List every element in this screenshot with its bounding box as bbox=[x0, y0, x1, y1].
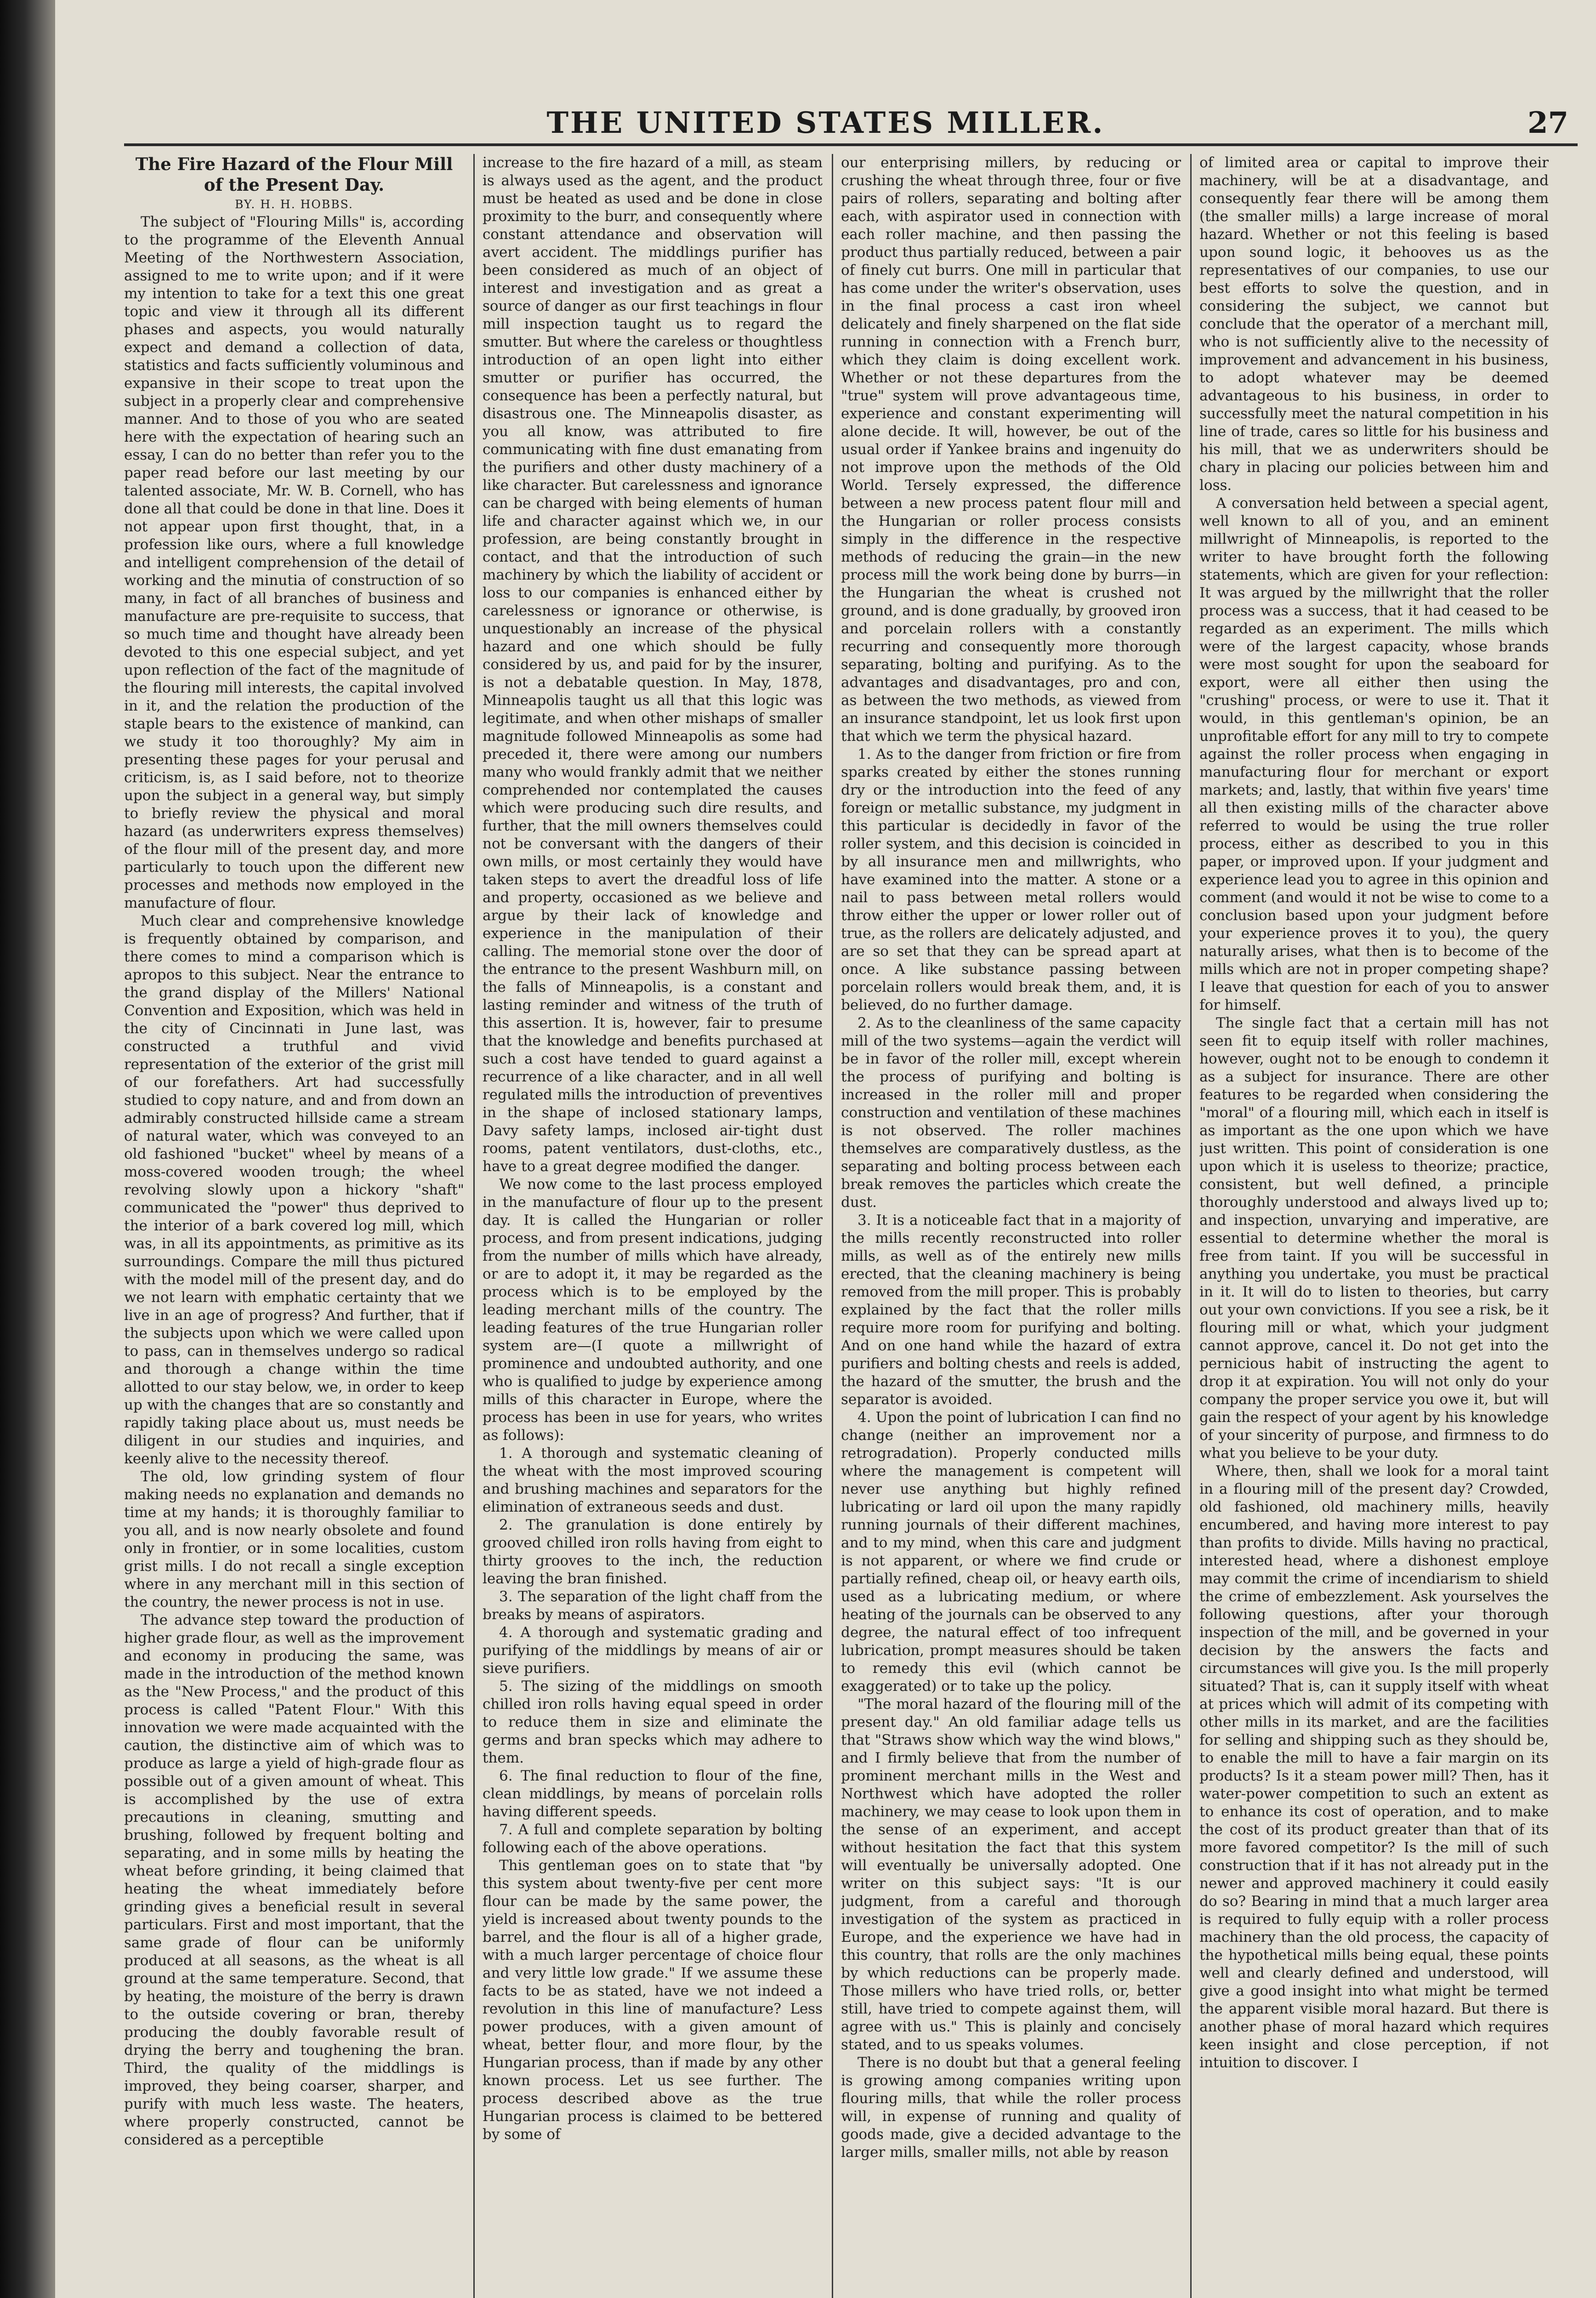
paragraph: our enterprising millers, by reducing or crushing the wheat through three, four or five pairs of rollers, separating and bolting after each, with aspirator used in connection with each roller machine, and then passing the product thus partially reduced, between a pair of finely cut burrs. One mill in particular that has come under the writer's observation, uses in the final process a cast iron wheel delicately and finely sharpened on the flat side running in connection with a French burr, which they claim is doing excellent work. Whether or not these departures from the "true" system will prove advantageous time, experience and constant experimenting will alone decide. It will, however, be out of the usual order if Yankee brains and ingenuity do not improve upon the methods of the Old World. Tersely expressed, the difference between a new process patent flour mill and the Hungarian or roller process consists simply in the difference in the respective methods of reducing the grain—in the new process mill the work being done by burrs—in the Hungarian the wheat is crushed not ground, and is done gradually, by grooved iron and porcelain rollers with a constantly recurring and consequently more thorough separating, bolting and purifying. As to the advantages and disadvantages, pro and con, as between the two methods, as viewed from an insurance standpoint, let us look first upon that which we term the physical hazard. bbox=[841, 154, 1181, 745]
article-title: The Fire Hazard of the Flour Mill of the Present Day. bbox=[135, 154, 453, 195]
paragraph: There is no doubt but that a general feeling is growing among companies writing upon flouring mills, that while the roller process will, in expense of running and quality of goods made, give a decided advantage to the larger mills, smaller mills, not able by reason bbox=[841, 2054, 1181, 2161]
column-divider bbox=[1190, 154, 1192, 2298]
paragraph: The old, low grinding system of flour making needs no explanation and demands no time at my hands; it is thoroughly familiar to you all, and is now nearly obsolete and found only in frontier, or in some localities, custom grist mills. I do not recall a single exception where in any merchant mill in this section of the country, the newer process is not in use. bbox=[124, 1468, 464, 1610]
list-item: 4. A thorough and systematic grading and purifying of the middlings by means of air or sieve purifiers. bbox=[483, 1624, 823, 1677]
list-item: 1. As to the danger from friction or fire from sparks created by either the stones running dry or the introduction into the feed of any foreign or metallic substance, my judgment in this particular is decidedly in favor of the roller system, and this decision is coincided in by all insurance men and millwrights, who have examined into the matter. A stone or a nail to pass between metal rollers would throw either the upper or lower roller out of true, as the rollers are delicately adjusted, and are so set that they can be spread apart at once. A like substance passing between porcelain rollers would break them, and, it is believed, do no further damage. bbox=[841, 746, 1181, 1013]
paragraph: Where, then, shall we look for a moral taint in a flouring mill of the present day? Crowded, old fashioned, old machinery mills, heavily encumbered, and having more interest to pay than profits to divide. Mills having no practical, interested head, where a dishonest employe may commit the crime of incendiarism to shield the crime of embezzlement. Ask yourselves the following questions, after your thorough inspection of the mill, and be governed in your decision by the answers the facts and circumstances will give you. Is the mill properly situated? That is, can it supply itself with wheat at prices which will admit of its competing with other mills in its market, and are the facilities for selling and shipping such as they should be, to enable the mill to have a fair margin on its products? Is it a steam power mill? Then, has it water-power competition to such an extent as to enhance its cost of operation, and to make the cost of its product greater than that of its more favored competitor? Is the mill of such construction that if it has not already put in the newer and approved machinery it could easily do so? Bearing in mind that a much larger area is required to fully equip with a roller process machinery than the old process, the capacity of the hypothetical mills being equal, these points well and clearly defined and understood, will give a good insight into what might be termed the apparent visible moral hazard. But there is another phase of moral hazard which requires keen insight and close perception, if not intuition to discover. I bbox=[1199, 1463, 1549, 2071]
paragraph: We now come to the last process employed in the manufacture of flour up to the present day. It is called the Hungarian or roller process, and from present indications, judging from the number of mills which have already, or are to adopt it, it may be regarded as the process which is to be employed by the leading merchant mills of the country. The leading features of the true Hungarian roller system are—(I quote a millwright of prominence and undoubted authority, and one who is qualified to judge by experience among mills of this character in Europe, where the process has been in use for years, who writes as follows): bbox=[483, 1176, 823, 1444]
column-divider bbox=[832, 154, 833, 2298]
list-item: 3. It is a noticeable fact that in a majority of the mills recently reconstructed into roller mills, as well as of the entirely new mills erected, that the cleaning machinery is being removed from the mill proper. This is probably explained by the fact that the roller mills require more room for purifying and bolting. And on one hand while the hazard of extra purifiers and bolting chests and reels is added, the hazard of the smutter, the brush and the separator is avoided. bbox=[841, 1212, 1181, 1408]
paragraph: "The moral hazard of the flouring mill of the present day." An old familiar adage tells us that "Straws show which way the wind blows," and I firmly believe that from the number of prominent merchant mills in the West and Northwest which have adopted the roller machinery, we may cease to look upon them in the sense of an experiment, and accept without hesitation the fact that this system will eventually be universally adopted. One writer on this subject says: "It is our judgment, from a careful and thorough investigation of the system as practiced in Europe, and the experience we have had in this country, that rolls are the only machines by which reductions can be properly made. Those millers who have tried rolls, or, better still, have tried to compete against them, will agree with us." This is plainly and concisely stated, and to us speaks volumes. bbox=[841, 1696, 1181, 2053]
list-item: 5. The sizing of the middlings on smooth chilled iron rolls having equal speed in order to reduce them in size and eliminate the germs and bran specks which may adhere to them. bbox=[483, 1678, 823, 1766]
paragraph: A conversation held between a special agent, well known to all of you, and an eminent millwright of Minneapolis, is reported to the writer to have brought forth the following statements, which are given for your reflection: It was argued by the millwright that the roller process was a success, that it had ceased to be regarded as an experiment. The mills which were of the largest capacity, whose brands were most sought for upon the seaboard for export, were all either then using the "crushing" process, or were to use it. That it would, in this gentleman's opinion, be an unprofitable effort for any mill to try to compete against the roller process when engaging in manufacturing flour for merchant or export markets; and, lastly, that within five years' time all then existing mills of the character above referred to would be using the true roller process, either as described to you in this paper, or improved upon. If your judgment and experience lead you to agree in this opinion and comment (and would it not be wise to come to a conclusion based upon your judgment before your experience proves it to you), the query naturally arises, what then is to become of the mills which are not in proper competing shape? I leave that question for each of you to answer for himself. bbox=[1199, 495, 1549, 1013]
list-item: 4. Upon the point of lubrication I can find no change (neither an improvement nor a retrogradation). Properly conducted mills where the management is competent will never use anything but highly refined lubricating or lard oil upon the many rapidly running journals of their different machines, and to my mind, when this care and judgment is not apparent, or where we find crude or partially refined, cheap oil, or heavy earth oils, used as a lubricating medium, or where heating of the journals can be observed to any degree, the natural effect of too infrequent lubrication, prompt measures should be taken to remedy this evil (which cannot be exaggerated) or to take up the policy. bbox=[841, 1409, 1181, 1695]
paragraph: The subject of "Flouring Mills" is, according to the programme of the Eleventh Annual Meeting of the Northwestern Association, assigned to me to write upon; and if it were my intention to take for a text this one great topic and view it through all its different phases and aspects, you would naturally expect and demand a collection of data, statistics and facts sufficiently voluminous and expansive in their scope to treat upon the subject in a properly clear and comprehensive manner. And to those of you who are seated here with the expectation of hearing such an essay, I can do no better than refer you to the paper read before our last meeting by our talented associate, Mr. W. B. Cornell, who has done all that could be done in that line. Does it not appear upon first thought, that, in a profession like ours, where a full knowledge and intelligent comprehension of the detail of working and the minutia of construction of so many, in fact of all branches of business and manufacture are pre-requisite to success, that so much time and thought have already been devoted to this one especial subject, and yet upon reflection of the fact of the magnitude of the flouring mill interests, the capital involved in it, and the relation the production of the staple bears to the existence of mankind, can we study it too thoroughly? My aim in presenting these pages for your perusal and criticism, is, as I said before, not to theorize upon the subject in a general way, but simply to briefly review the physical and moral hazard (as underwriters express themselves) of the flour mill of the present day, and more particularly to touch upon the different new processes and methods now employed in the manufacture of flour. bbox=[124, 214, 464, 911]
article-byline: BY. H. H. HOBBS. bbox=[235, 198, 353, 211]
paragraph: The single fact that a certain mill has not seen fit to equip itself with roller machines, however, ought not to be enough to condemn it as a subject for insurance. There are other features to be regarded when considering the "moral" of a flouring mill, which each in itself is as important as the one upon which we have just written. This point of consideration is one upon which it is useless to theorize; practice, consistent, but well defined, a principle thoroughly understood and always lived up to; and inspection, unvarying and imperative, are essential to determine whether the moral is free from taint. If you will be successful in anything you undertake, you must be practical in it. It will do to listen to theories, but carry out your own convictions. If you see a risk, be it flouring mill or what, which your judgment cannot approve, cancel it. Do not get into the pernicious habit of instructing the agent to drop it at expiration. You will not only do your company the proper service you owe it, but will gain the respect of your agent by his knowledge of your sincerity of purpose, and firmness to do what you believe to be your duty. bbox=[1199, 1015, 1549, 1462]
newspaper-page bbox=[55, 0, 1596, 2298]
list-item: 1. A thorough and systematic cleaning of the wheat with the most improved scouring and brushing machines and separators for the elimination of extraneous seeds and dust. bbox=[483, 1445, 823, 1515]
paragraph: of limited area or capital to improve their machinery, will be at a disadvantage, and consequently fear there will be among them (the smaller mills) a large increase of moral hazard. Whether or not this feeling is based upon sound logic, it behooves us as the representatives of our companies, to use our best efforts to solve the question, and in considering the subject, we cannot but conclude that the operator of a merchant mill, who is not sufficiently alive to the necessity of improvement and advancement in his business, to adopt whatever may be deemed advantageous to his business, in order to successfully meet the natural competition in his line of trade, cares so little for his business and his mill, that we as underwriters should be chary in placing our policies between him and loss. bbox=[1199, 154, 1549, 494]
paragraph: The advance step toward the production of higher grade flour, as well as the improvement and economy in producing the same, was made in the introduction of the method known as the "New Process," and the product of this process is called "Patent Flour." With this innovation we were made acquainted with the caution, the distinctive aim of which was to produce as large a yield of high-grade flour as possible out of a given amount of wheat. This is accomplished by the use of extra precautions in cleaning, smutting and brushing, followed by frequent bolting and separating, and in some mills by heating the wheat before grinding, it being claimed that heating the wheat immediately before grinding gives a beneficial result in several particulars. First and most important, that the same grade of flour can be uniformly produced at all seasons, as the wheat is all ground at the same temperature. Second, that by heating, the moisture of the berry is drawn to the outside covering or bran, thereby producing the doubly favorable result of drying the berry and toughening the bran. Third, the quality of the middlings is improved, they being coarser, sharper, and purify with much less waste. The heaters, where properly constructed, cannot be considered as a perceptible bbox=[124, 1612, 464, 2148]
column-4 bbox=[1199, 154, 1549, 2298]
list-item: 3. The separation of the light chaff from the breaks by means of aspirators. bbox=[483, 1588, 823, 1623]
paragraph: increase to the fire hazard of a mill, as steam is always used as the agent, and the product must be heated as used and be done in close proximity to the burr, and consequently where constant attendance and observation will avert accident. The middlings purifier has been considered as much of an object of interest and investigation and as great a source of danger as our first teachings in flour mill inspection taught us to regard the smutter. But where the careless or thoughtless introduction of an open light into either smutter or purifier has occurred, the consequence has been a perfectly natural, but disastrous one. The Minneapolis disaster, as you all know, was attributed to fire communicating with fine dust emanating from the purifiers and other dusty machinery of a like character. But carelessness and ignorance can be charged with being elements of human life and character against which we, in our profession, are being constantly brought in contact, and that the introduction of such machinery by which the liability of accident or loss to our companies is enhanced either by carelessness or ignorance or otherwise, is unquestionably an increase of the physical hazard and one which should be fully considered by us, and paid for by the insurer, is not a debatable question. In May, 1878, Minneapolis taught us all that this logic was legitimate, and when other mishaps of smaller magnitude followed Minneapolis as some had preceded it, there were among our numbers many who would frankly admit that we neither comprehended nor contemplated the causes which were producing such dire results, and further, that the mill owners themselves could not be conversant with the dangers of their own mills, or most certainly they would have taken steps to avert the dreadful loss of life and property, occasioned as we believe and argue by their lack of knowledge and experience in the manipulation of their calling. The memorial stone over the door of the entrance to the present Washburn mill, on the falls of Minneapolis, is a constant and lasting reminder and witness of the truth of this assertion. It is, however, fair to presume that the knowledge and benefits purchased at such a cost have tended to guard against a recurrence of a like character, and in all well regulated mills the introduction of preventives in the shape of inclosed stationary lamps, Davy safety lamps, inclosed air-tight dust rooms, patent ventilators, dust-cloths, etc., have to a great degree modified the danger. bbox=[483, 154, 823, 1175]
list-item: 6. The final reduction to flour of the fine, clean middlings, by means of porcelain rolls having different speeds. bbox=[483, 1768, 823, 1820]
list-item: 2. As to the cleanliness of the same capacity mill of the two systems—again the verdict will be in favor of the roller mill, except wherein the process of purifying and bolting is increased in the roller mill and proper construction and ventilation of these machines is not observed. The roller machines themselves are comparatively dustless, as the separating and bolting process between each break removes the particles which create the dust. bbox=[841, 1015, 1181, 1211]
header-rule bbox=[124, 143, 1578, 146]
column-3 bbox=[841, 154, 1181, 2298]
paragraph: Much clear and comprehensive knowledge is frequently obtained by comparison, and there comes to mind a comparison which is apropos to this subject. Near the entrance to the grand display of the Millers' National Convention and Exposition, which was held in the city of Cincinnati in June last, was constructed a truthful and vivid representation of the exterior of the grist mill of our forefathers. Art had successfully studied to copy nature, and and from down an admirably constructed hillside came a stream of natural water, which was conveyed to an old fashioned "bucket" wheel by means of a moss-covered wooden trough; the wheel revolving slowly upon a hickory "shaft" communicated the "power" thus deprived to the interior of a bark covered log mill, which was, in all its appointments, as primitive as its surroundings. Compare the mill thus pictured with the model mill of the present day, and do we not learn with emphatic certainty that we live in an age of progress? And further, that if the subjects upon which we were called upon to pass, can in themselves undergo so radical and thorough a change within the time allotted to our stay below, we, in order to keep up with the changes that are so constantly and rapidly taking place about us, must needs be diligent in our studies and inquiries, and keenly alive to the necessity thereof. bbox=[124, 913, 464, 1467]
column-divider bbox=[473, 154, 475, 2298]
page-number: 27 bbox=[1527, 106, 1568, 140]
page-title: THE UNITED STATES MILLER. bbox=[546, 106, 1105, 140]
paragraph: This gentleman goes on to state that "by this system about twenty-five per cent more flour can be made by the same power, the yield is increased about twenty pounds to the barrel, and the flour is all of a higher grade, with a much larger percentage of choice flour and very little low grade." If we assume these facts to be as stated, have we not indeed a revolution in this line of manufacture? Less power produces, with a given amount of wheat, better flour, and more flour, by the Hungarian process, than if made by any other known process. Let us see further. The process described above as the true Hungarian process is claimed to be bettered by some of bbox=[483, 1857, 823, 2143]
book-binding-edge bbox=[0, 0, 55, 2298]
list-item: 7. A full and complete separation by bolting following each of the above operations. bbox=[483, 1821, 823, 1856]
list-item: 2. The granulation is done entirely by grooved chilled iron rolls having from eight to thirty grooves to the inch, the reduction leaving the bran finished. bbox=[483, 1517, 823, 1587]
column-1 bbox=[124, 154, 464, 2298]
column-2 bbox=[483, 154, 823, 2298]
